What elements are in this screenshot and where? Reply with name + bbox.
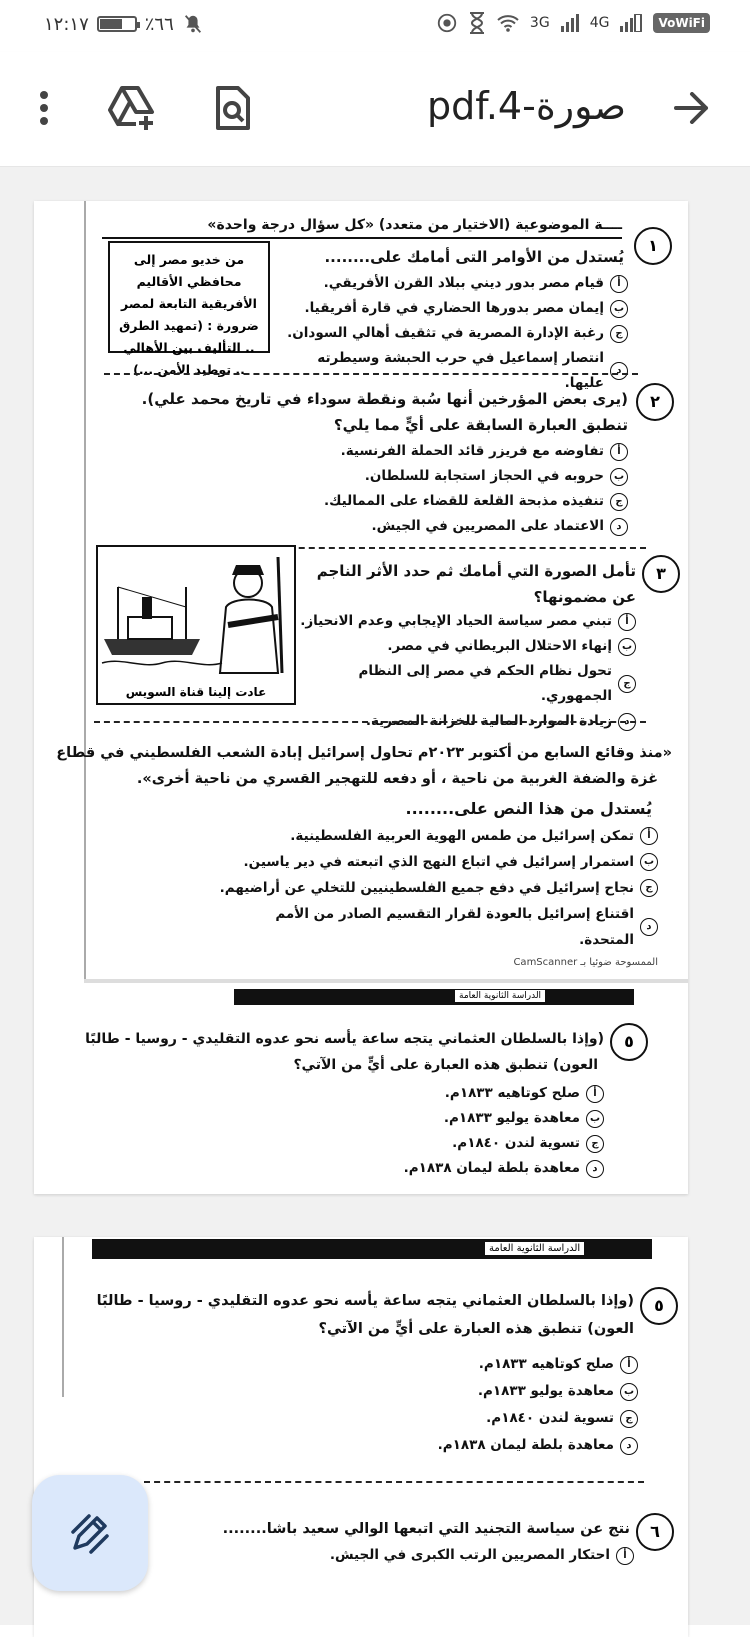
question-stem-2: العون) تنطبق هذه العبارة على أيٍّ من الآتي؟: [318, 1321, 634, 1337]
page-edge-line: [62, 1237, 64, 1397]
option-text: تحول نظام الحكم في مصر إلى النظام الجمهوري.: [358, 663, 612, 704]
option-text: معاهدة بلطة ليمان ١٨٣٨م.: [403, 1160, 580, 1176]
option[interactable]: [218, 901, 658, 953]
vowifi-badge: VoWiFi: [653, 13, 710, 33]
question-number: ٣: [642, 555, 680, 593]
record-icon: [436, 12, 458, 34]
option-text: زيادة الموارد المالية للخزانة المصرية.: [365, 713, 612, 729]
suez-cartoon-illustration: [98, 547, 294, 677]
option-text: احتكار المصريين الرتب الكبرى في الجيش.: [329, 1547, 610, 1563]
q5-options: [344, 1081, 604, 1181]
search-in-document-button[interactable]: [204, 80, 260, 136]
option[interactable]: [278, 296, 628, 321]
option-text: رغبة الإدارة المصرية في تثقيف أهالي السودان.: [287, 325, 604, 341]
option-text: إنهاء الاحتلال البريطاني في مصر.: [387, 638, 612, 654]
option-text: صلح كوتاهيه ١٨٣٣م.: [478, 1356, 614, 1372]
scan-strip-label: الدراسة الثانوية العامة: [454, 989, 546, 1003]
scan-header-strip: [234, 989, 634, 1005]
network-3g: 3G: [529, 15, 550, 31]
question-number: ٥: [640, 1287, 678, 1325]
option[interactable]: [278, 321, 628, 346]
question-number: ٢: [636, 383, 674, 421]
signal-icon-2: [619, 14, 643, 32]
option[interactable]: [286, 659, 636, 709]
option[interactable]: [218, 875, 658, 901]
option[interactable]: [358, 1351, 638, 1378]
question-stem-2: العون) تنطبق هذه العبارة على أيٍّ من الآتي؟: [293, 1057, 598, 1073]
scan-divider: [84, 979, 688, 983]
clock: ١٢:١٧: [44, 13, 89, 35]
battery-icon: [97, 16, 137, 32]
hourglass-icon: [468, 12, 486, 34]
option-text: تبني مصر سياسة الحياد الإيجابي وعدم الانحياز.: [300, 613, 612, 629]
cartoon-image: [96, 545, 296, 705]
more-options-button[interactable]: [16, 80, 72, 136]
battery-percent: ٪٦٦: [144, 13, 174, 35]
option[interactable]: [308, 439, 628, 464]
option-text: معاهدة يوليو ١٨٣٣م.: [477, 1383, 614, 1399]
option-text: حروبه في الحجاز استجابة للسلطان.: [364, 468, 604, 484]
q2-options: [308, 439, 628, 539]
option-text: قيام مصر بدور ديني ببلاد القرن الأفريقي.: [323, 275, 604, 291]
q5-options: [358, 1351, 638, 1459]
option-text: معاهدة يوليو ١٨٣٣م.: [443, 1110, 580, 1126]
q4-options: [218, 823, 658, 953]
separator: [94, 721, 646, 733]
question-stem: (يرى بعض المؤرخين أنها سُبة ونقطة سوداء في تاريخ محمد علي).: [141, 390, 628, 408]
question-number: ٦: [636, 1513, 674, 1551]
option-text: معاهدة بلطة ليمان ١٨٣٨م.: [437, 1437, 614, 1453]
question-number: ٥: [610, 1023, 648, 1061]
option-text: استمرار إسرائيل في اتباع النهج الذي اتبعته في دير ياسين.: [243, 854, 634, 870]
status-right: [436, 12, 710, 34]
option-marker: ب: [610, 300, 628, 318]
question-stem: «منذ وقائع السابع من أكتوبر ٢٠٢٣م تحاول إسرائيل إبادة الشعب الفلسطيني في قطاع: [56, 745, 672, 761]
document-viewer[interactable]: [0, 167, 750, 1625]
question-stem-2: عن مضمونها؟: [533, 588, 636, 606]
network-4g: 4G: [589, 15, 610, 31]
scan-strip-label: الدراسة الثانوية العامة: [484, 1241, 585, 1256]
option[interactable]: [358, 1432, 638, 1459]
option-marker: د: [618, 713, 636, 731]
question-stem: تأمل الصورة التي أمامك ثم حدد الأثر الناجم: [316, 562, 636, 580]
status-bar: [0, 0, 750, 52]
page-edge-line: [84, 201, 86, 981]
cartoon-caption: عادت إلينا قناة السويس: [125, 685, 267, 699]
option[interactable]: [344, 1106, 604, 1131]
question-stem-2: غزة والضفة الغربية من ناحية ، أو دفعه للتهجير القسري من ناحية أخرى».: [136, 771, 658, 787]
option-marker: د: [620, 1437, 638, 1455]
option-marker: ج: [610, 325, 628, 343]
quote-box: من خديو مصر إلى محافظي الأقاليم الأفريقية التابعة لمصر ضرورة : (تمهيد الطرق .. التأليف بين الأهالي .. توطيد الأمن ...): [108, 241, 270, 353]
option-marker: ج: [610, 493, 628, 511]
option[interactable]: [294, 1543, 634, 1568]
option-text: نجاح إسرائيل في دفع جميع الفلسطينيين للتخلي عن أراضيهم.: [219, 880, 634, 896]
section-header: ــــة الموضوعية (الاختيار من متعدد) «كل سؤال درجة واحدة»: [102, 213, 622, 239]
option-text: انتصار إسماعيل في حرب الحبشة وسيطرته عليها.: [317, 350, 604, 391]
option[interactable]: [358, 1405, 638, 1432]
option-text: صلح كوتاهيه ١٨٣٣م.: [444, 1085, 580, 1101]
option-marker: أ: [618, 613, 636, 631]
question-stem: نتج عن سياسة التجنيد التي اتبعها الوالي سعيد باشا........: [222, 1521, 630, 1537]
option-marker: ب: [640, 853, 658, 871]
back-button[interactable]: [664, 80, 720, 136]
option-text: تسوية لندن ١٨٤٠م.: [486, 1410, 614, 1426]
arrow-forward-icon: [674, 92, 710, 124]
option-text: تسوية لندن ١٨٤٠م.: [452, 1135, 580, 1151]
signal-icon: [560, 14, 580, 32]
find-in-page-icon: [214, 86, 250, 130]
question-stem-2: تنطبق العبارة السابقة على أيٍّ مما يلي؟: [333, 416, 628, 434]
pdf-page-1: [34, 201, 688, 1194]
wifi-icon: [496, 13, 520, 33]
option[interactable]: [218, 849, 658, 875]
option-marker: د: [640, 918, 658, 936]
mute-bell-icon: [182, 13, 204, 35]
option-marker: د: [610, 362, 628, 380]
option-marker: ب: [618, 638, 636, 656]
option-text: تفاوضه مع فريزر قائد الحملة الفرنسية.: [340, 443, 604, 459]
option-text: تمكن إسرائيل من طمس الهوية العربية الفلسطينية.: [290, 828, 634, 844]
q3-options: [286, 609, 636, 734]
option-text: تنفيذه مذبحة القلعة للقضاء على المماليك.: [323, 493, 604, 509]
option-marker: ج: [640, 879, 658, 897]
option[interactable]: [308, 489, 628, 514]
option[interactable]: [308, 514, 628, 539]
option-marker: ب: [620, 1383, 638, 1401]
option[interactable]: [286, 634, 636, 659]
separator: [104, 373, 638, 385]
option-text: إيمان مصر بدورها الحضاري في قارة أفريقيا.: [304, 300, 604, 316]
option[interactable]: [308, 464, 628, 489]
document-title: صورة-pdf.4: [427, 84, 626, 128]
option[interactable]: [358, 1378, 638, 1405]
option-marker: أ: [620, 1356, 638, 1374]
option-marker: ج: [620, 1410, 638, 1428]
question-stem: يُستدل من الأوامر التى أمامك على........: [324, 248, 624, 266]
app-bar: [0, 52, 750, 167]
q6-options: [294, 1543, 634, 1568]
option[interactable]: [344, 1156, 604, 1181]
option[interactable]: [278, 271, 628, 296]
option-marker: د: [610, 518, 628, 536]
option-text: اقتناع إسرائيل بالعودة لقرار التقسيم الصادر من الأمم المتحدة.: [275, 906, 634, 948]
camscanner-watermark: الممسوحة ضوئيا بـ CamScanner: [513, 957, 658, 968]
option-marker: ب: [586, 1110, 604, 1128]
option[interactable]: [286, 609, 636, 634]
option-marker: أ: [640, 827, 658, 845]
option-text: الاعتماد على المصريين في الجيش.: [371, 518, 604, 534]
option-marker: أ: [610, 443, 628, 461]
option-marker: أ: [586, 1085, 604, 1103]
pen-edit-icon: [67, 1510, 113, 1556]
question-stem: (وإذا بالسلطان العثماني يتجه ساعة يأسه نحو عدوه التقليدي - روسيا - طالبًا: [96, 1293, 634, 1309]
question-stem: (وإذا بالسلطان العثماني يتجه ساعة يأسه نحو عدوه التقليدي - روسيا - طالبًا: [85, 1031, 604, 1047]
question-stem-3: يُستدل من هذا النص على........: [405, 799, 652, 818]
battery-fill: [100, 19, 122, 29]
option-marker: ج: [586, 1135, 604, 1153]
option-marker: أ: [616, 1547, 634, 1565]
add-to-drive-button[interactable]: [104, 80, 160, 136]
option[interactable]: [344, 1131, 604, 1156]
separator: [144, 1481, 644, 1493]
option[interactable]: [344, 1081, 604, 1106]
more-vert-icon: [39, 90, 49, 126]
annotate-fab-button[interactable]: [32, 1475, 148, 1591]
option-marker: ب: [610, 468, 628, 486]
status-left: [44, 13, 204, 35]
drive-add-icon: [108, 86, 156, 130]
option-marker: د: [586, 1160, 604, 1178]
option[interactable]: [218, 823, 658, 849]
option-marker: أ: [610, 275, 628, 293]
question-number: ١: [634, 227, 672, 265]
option-marker: ج: [618, 675, 636, 693]
